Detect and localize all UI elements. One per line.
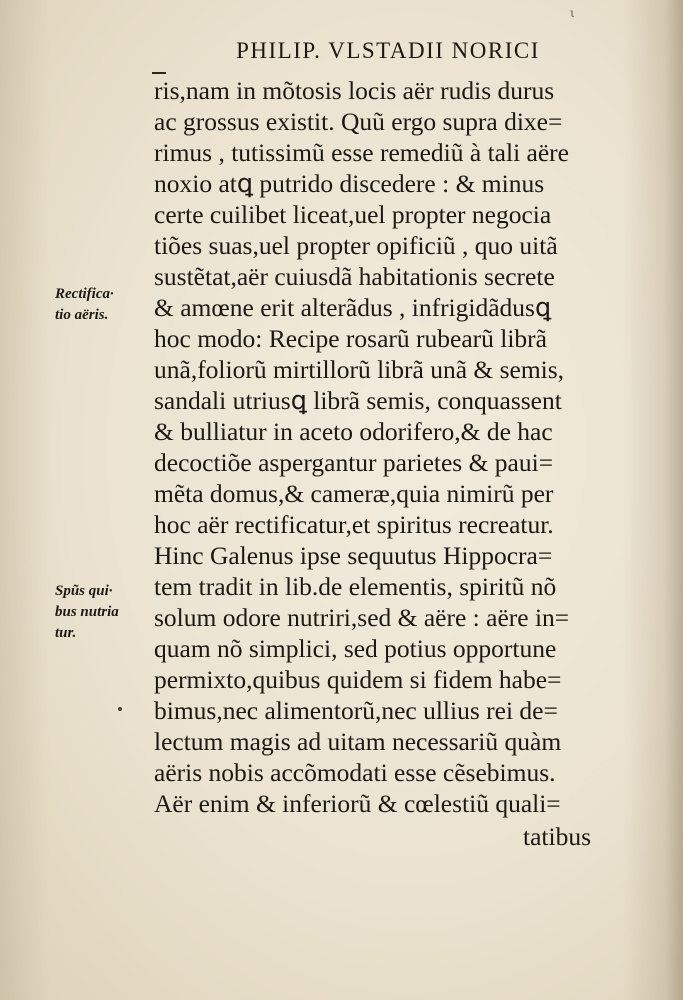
text-line: quam nõ simplici, sed potius opportune — [154, 634, 557, 663]
text-line: tem tradit in lib.de elementis, spiritũ nõ — [154, 572, 557, 601]
ink-speck — [118, 707, 122, 711]
text-line: Hinc Galenus ipse sequutus Hippocra= — [154, 541, 553, 570]
catchword: tatibus — [523, 822, 591, 851]
margin-gloss-rectificatio — [55, 284, 155, 326]
gloss-line: Spũs qui· — [55, 583, 113, 599]
text-line: lectum magis ad uitam necessariũ quàm — [154, 727, 562, 756]
text-line: permixto,quibus quidem si fidem habe= — [154, 665, 562, 694]
text-line: rimus , tutissimũ esse remediũ à tali aëre — [154, 138, 569, 167]
text-line: sandali utriusꝗ librã semis, conquassent — [154, 386, 562, 415]
text-line: & amœne erit alterãdus , infrigidãdusꝗ — [154, 293, 552, 322]
gloss-line: tio aëris. — [55, 307, 109, 323]
text-line: hoc aër rectificatur,et spiritus recreatur. — [154, 510, 554, 539]
page-shadow-left — [0, 0, 50, 1000]
text-line: mẽta domus,& cameræ,quia nimirũ per — [154, 479, 554, 508]
text-line: noxio atꝗ putrido discedere : & minus — [154, 169, 545, 198]
text-line: tiões suas,uel propter opificiũ , quo uitã — [154, 231, 558, 260]
corner-mark: ι — [570, 6, 575, 20]
text-line: solum odore nutriri,sed & aëre : aëre in= — [154, 603, 570, 632]
text-line: certe cuilibet liceat,uel propter negocia — [154, 200, 552, 229]
running-head: PHILIP. VLSTADII NORICI — [236, 38, 540, 63]
text-line: aëris nobis accõmodati esse cẽsebimus. — [154, 758, 556, 787]
text-line: hoc modo: Recipe rosarũ rubearũ librã — [154, 324, 547, 353]
text-line: bimus,nec alimentorũ,nec ullius rei de= — [154, 696, 558, 725]
text-line: ac grossus existit. Quũ ergo supra dixe= — [154, 107, 563, 136]
text-line: Aër enim & inferiorũ & cœlestiũ quali= — [154, 789, 561, 818]
text-line: sustẽtat,aër cuiusdã habitationis secrete — [154, 262, 555, 291]
text-line: decoctiõe aspergantur parietes & paui= — [154, 448, 554, 477]
text-line: & bulliatur in aceto odorifero,& de hac — [154, 417, 553, 446]
gloss-line: Rectifica· — [55, 286, 114, 302]
gloss-line: tur. — [55, 625, 77, 641]
page-shadow-right — [623, 0, 683, 1000]
text-line: ris,nam in mõtosis locis aër rudis durus — [154, 76, 555, 105]
gloss-line: bus nutria — [55, 604, 119, 620]
text-line: unã,foliorũ mirtillorũ librã unã & semis, — [154, 355, 565, 384]
line-dash — [152, 72, 166, 74]
margin-gloss-spiritus — [55, 581, 155, 644]
